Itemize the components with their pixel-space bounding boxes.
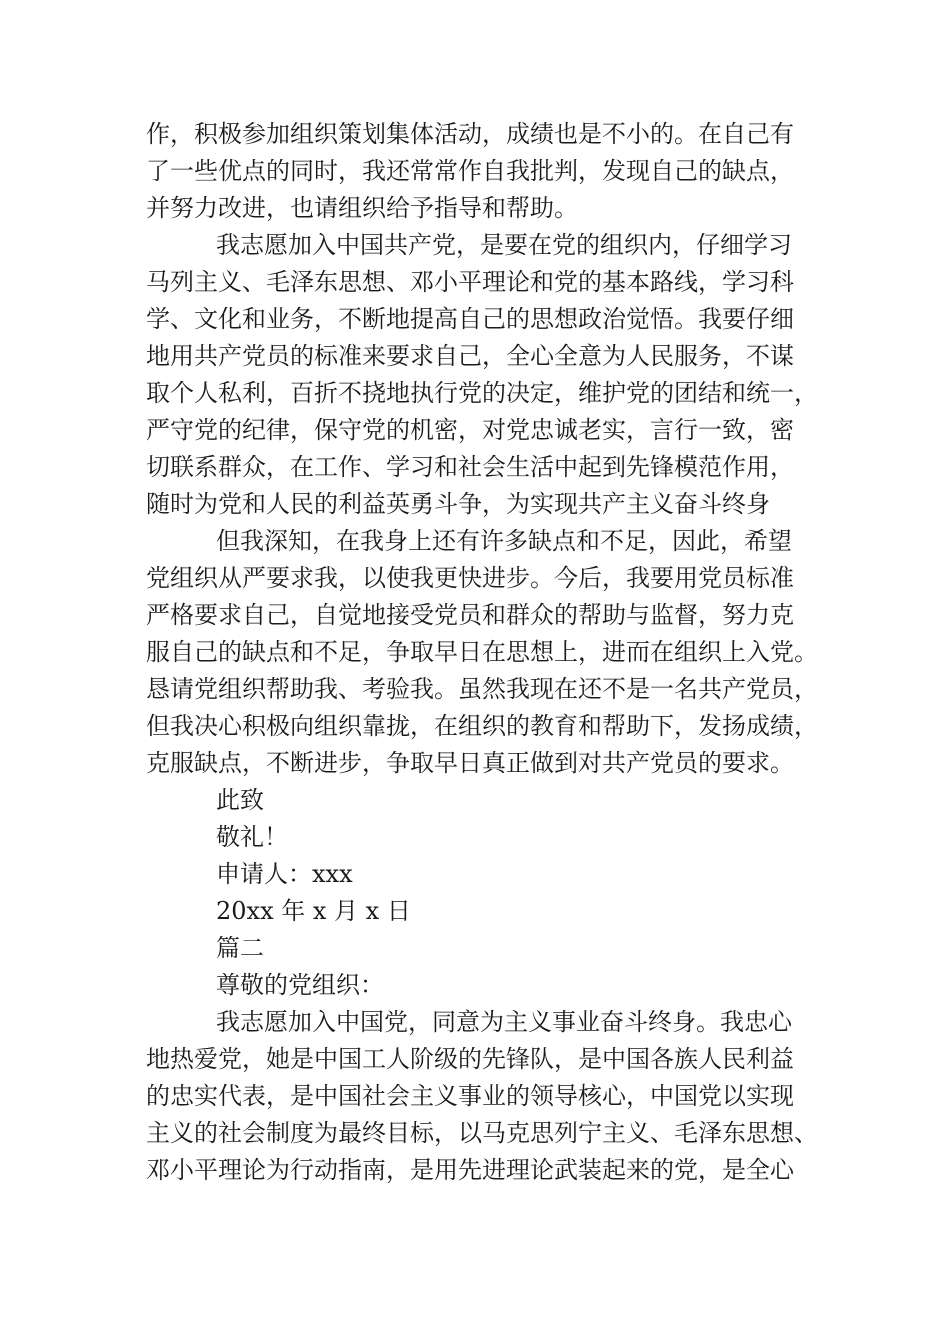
text-line: 篇二: [216, 934, 264, 962]
text-line: 学、文化和业务，不断地提高自己的思想政治觉悟。我要仔细: [146, 305, 794, 333]
text-line: 取个人私利，百折不挠地执行党的决定，维护党的团结和统一，: [146, 379, 818, 407]
text-line: 20xx 年 x 月 x 日: [216, 897, 411, 925]
text-line: 切联系群众，在工作、学习和社会生活中起到先锋模范作用，: [146, 453, 794, 481]
text-line: 克服缺点，不断进步，争取早日真正做到对共产党员的要求。: [146, 749, 794, 777]
text-line: 主义的社会制度为最终目标，以马克思列宁主义、毛泽东思想、: [146, 1119, 818, 1147]
text-line: 并努力改进，也请组织给予指导和帮助。: [146, 194, 578, 222]
text-line: 严格要求自己，自觉地接受党员和群众的帮助与监督，努力克: [146, 601, 794, 629]
text-line: 马列主义、毛泽东思想、邓小平理论和党的基本路线，学习科: [146, 268, 794, 296]
text-line: 敬礼！: [216, 823, 288, 851]
text-line: 此致: [216, 786, 264, 814]
text-line: 但我决心积极向组织靠拢，在组织的教育和帮助下，发扬成绩，: [146, 712, 818, 740]
text-line: 服自己的缺点和不足，争取早日在思想上，进而在组织上入党。: [146, 638, 818, 666]
text-line: 了一些优点的同时，我还常常作自我批判，发现自己的缺点，: [146, 157, 794, 185]
text-line: 地用共产党员的标准来要求自己，全心全意为人民服务，不谋: [146, 342, 794, 370]
text-line: 党组织从严要求我，以使我更快进步。今后，我要用党员标准: [146, 564, 794, 592]
text-line: 恳请党组织帮助我、考验我。虽然我现在还不是一名共产党员，: [146, 675, 818, 703]
document-body: [146, 116, 816, 1189]
text-line: 作，积极参加组织策划集体活动，成绩也是不小的。在自己有: [146, 120, 794, 148]
text-line: 邓小平理论为行动指南，是用先进理论武装起来的党，是全心: [146, 1156, 794, 1184]
text-line: 随时为党和人民的利益英勇斗争，为实现共产主义奋斗终身: [146, 490, 770, 518]
text-line: 我志愿加入中国共产党，是要在党的组织内，仔细学习: [216, 231, 792, 259]
text-line: 地热爱党，她是中国工人阶级的先锋队，是中国各族人民利益: [146, 1045, 794, 1073]
text-line: 尊敬的党组织：: [216, 971, 384, 999]
text-line: 我志愿加入中国党，同意为主义事业奋斗终身。我忠心: [216, 1008, 792, 1036]
text-line: 的忠实代表，是中国社会主义事业的领导核心，中国党以实现: [146, 1082, 794, 1110]
text-line: 申请人：xxx: [216, 860, 353, 888]
text-line: 严守党的纪律，保守党的机密，对党忠诚老实，言行一致，密: [146, 416, 794, 444]
text-line: 但我深知，在我身上还有许多缺点和不足，因此，希望: [216, 527, 792, 555]
